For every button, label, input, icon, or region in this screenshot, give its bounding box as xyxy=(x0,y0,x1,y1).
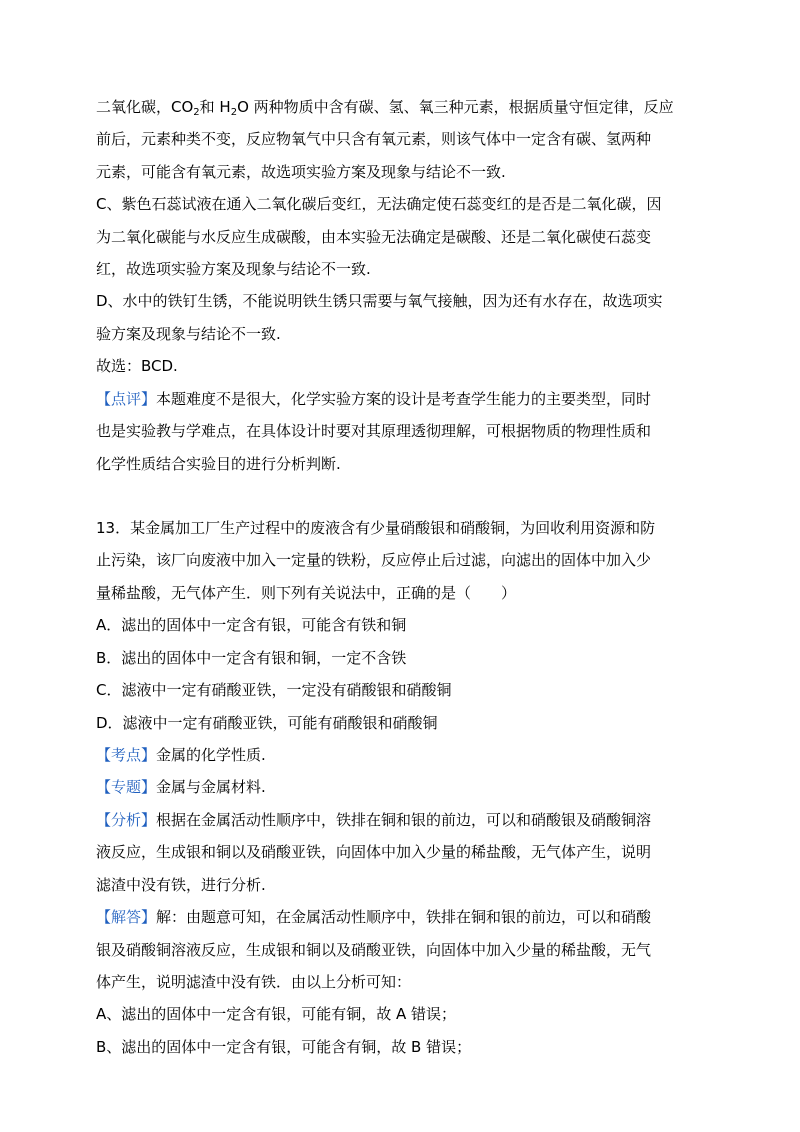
option-a: A．滤出的固体中一定含有银，可能含有铁和铜 xyxy=(96,616,407,634)
question13-stem-line1: 13．某金属加工厂生产过程中的废液含有少量硝酸银和硝酸铜，为回收利用资源和防 xyxy=(96,519,656,537)
comment-line2: 也是实验教与学难点，在具体设计时要对其原理透彻理解，可根据物质的物理性质和 xyxy=(96,422,652,440)
option-d-analysis-line1: D、水中的铁钉生锈，不能说明铁生锈只需要与氧气接触，因为还有水存在，故选项实 xyxy=(96,292,663,310)
para1-line3: 元素，可能含有氧元素，故选项实验方案及现象与结论不一致. xyxy=(96,163,506,181)
option-c-analysis-line2: 为二氧化碳能与水反应生成碳酸，由本实验无法确定是碳酸、还是二氧化碳使石蕊变 xyxy=(96,228,652,246)
jieda-line3: 体产生，说明滤渣中没有铁．由以上分析可知： xyxy=(96,973,412,991)
jieda-line2: 银及硝酸铜溶液反应，生成银和铜以及硝酸亚铁，向固体中加入少量的稀盐酸，无气 xyxy=(96,941,652,959)
jieda-line5: B、滤出的固体中一定含有银，可能含有铜，故 B 错误； xyxy=(96,1038,472,1056)
kaodian-tag: 【考点】 xyxy=(96,746,157,764)
option-b: B．滤出的固体中一定含有银和铜，一定不含铁 xyxy=(96,649,407,667)
fenxi-tag: 【分析】 xyxy=(96,811,157,829)
comment-line3: 化学性质结合实验目的进行分析判断. xyxy=(96,455,341,473)
kaodian-line: 【考点】金属的化学性质. xyxy=(96,746,266,764)
question13-stem-line2: 止污染，该厂向废液中加入一定量的铁粉，反应停止后过滤，向滤出的固体中加入少 xyxy=(96,551,652,569)
answer-line: 故选：BCD. xyxy=(96,357,178,375)
comment-tag: 【点评】 xyxy=(96,390,157,408)
option-c: C．滤液中一定有硝酸亚铁，一定没有硝酸银和硝酸铜 xyxy=(96,681,452,699)
question13-stem-line3: 量稀盐酸，无气体产生．则下列有关说法中，正确的是（ ） xyxy=(96,584,517,602)
jieda-line1: 【解答】解：由题意可知，在金属活动性顺序中，铁排在铜和银的前边，可以和硝酸 xyxy=(96,908,652,926)
zhuanti-line: 【专题】金属与金属材料. xyxy=(96,778,266,796)
jieda-line4: A、滤出的固体中一定含有银，可能有铜，故 A 错误； xyxy=(96,1005,457,1023)
para1-line2: 前后，元素种类不变，反应物氧气中只含有氧元素，则该气体中一定含有碳、氢两种 xyxy=(96,130,652,148)
option-c-analysis-line3: 红，故选项实验方案及现象与结论不一致. xyxy=(96,260,371,278)
zhuanti-tag: 【专题】 xyxy=(96,778,157,796)
fenxi-line2: 液反应，生成银和铜以及硝酸亚铁，向固体中加入少量的稀盐酸，无气体产生，说明 xyxy=(96,843,652,861)
option-d-analysis-line2: 验方案及现象与结论不一致. xyxy=(96,325,281,343)
option-d: D．滤液中一定有硝酸亚铁，可能有硝酸银和硝酸铜 xyxy=(96,714,438,732)
fenxi-line1: 【分析】根据在金属活动性顺序中，铁排在铜和银的前边，可以和硝酸银及硝酸铜溶 xyxy=(96,811,652,829)
fenxi-line3: 滤渣中没有铁，进行分析. xyxy=(96,876,266,894)
option-c-analysis-line1: C、紫色石蕊试液在通入二氧化碳后变红，无法确定使石蕊变红的是否是二氧化碳，因 xyxy=(96,195,662,213)
comment-line1: 【点评】本题难度不是很大，化学实验方案的设计是考查学生能力的主要类型，同时 xyxy=(96,390,652,408)
para1-line1: 二氧化碳，$CO_2$和 $H_2O$ 两种物质中含有碳、氢、氧三种元素，根据质量守恒定律，反应 xyxy=(96,98,674,118)
jieda-tag: 【解答】 xyxy=(96,908,157,926)
